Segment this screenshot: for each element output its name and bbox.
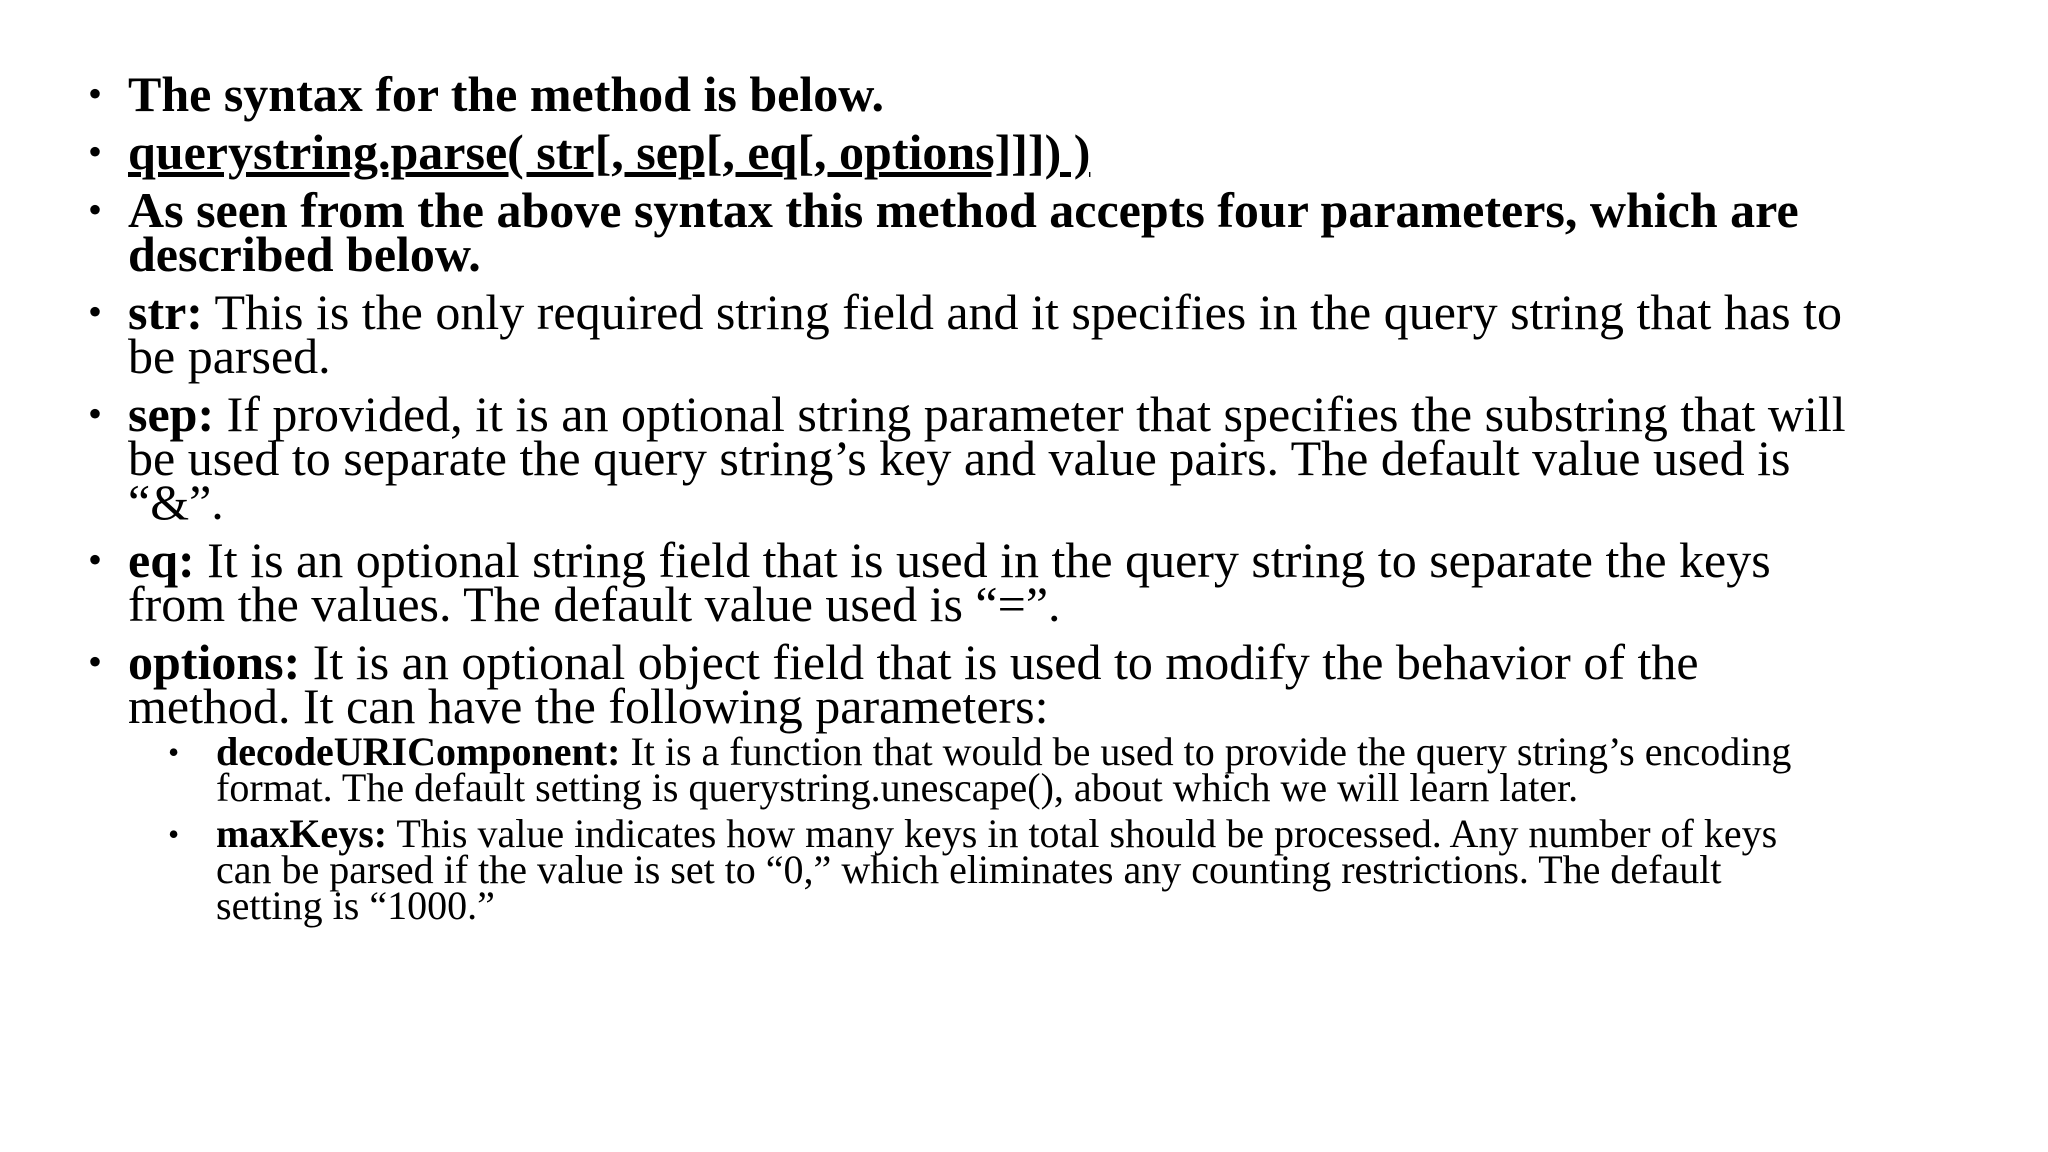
param-name: str: — [128, 284, 203, 340]
option-name: decodeURIComponent: — [216, 729, 621, 774]
bullet-dot-icon: • — [88, 289, 103, 334]
param-name: options: — [128, 634, 301, 690]
param-name: sep: — [128, 386, 215, 442]
param-description: If provided, it is an optional string parameter that specifies the substring that will be used to separate the query string’s key and value pairs. The default value used is “&”. — [128, 386, 1846, 530]
bullet-dot-icon: • — [88, 639, 103, 684]
option-description: This value indicates how many keys in total should be processed. Any number of keys can be parsed if the value is set to “0,” which eliminates any counting restrictions. The default setting is “1000.” — [216, 811, 1778, 928]
bullet-dot-icon: • — [88, 537, 103, 582]
bullet-item — [88, 66, 1848, 122]
bullet-item — [88, 124, 1848, 180]
syntax-code-text: querystring.parse( str[, sep[, eq[, options]]]) ) — [128, 124, 1091, 180]
bullet-dot-icon: • — [88, 71, 103, 116]
sub-bullet-dot-icon: • — [168, 816, 180, 852]
bullet-dot-icon: • — [88, 187, 103, 232]
bullet-item — [88, 284, 1848, 384]
param-description: It is an optional object field that is used to modify the behavior of the method. It can have the following parameters: — [128, 634, 1699, 734]
param-description: This is the only required string field and it specifies in the query string that has to be parsed. — [128, 284, 1842, 384]
param-name: eq: — [128, 532, 195, 588]
sub-bullet-item — [168, 729, 1836, 810]
bullet-bold-text: The syntax for the method is below. — [128, 66, 885, 122]
sub-bullet-item — [168, 811, 1836, 928]
sub-bullet-dot-icon: • — [168, 734, 180, 770]
bullet-list — [88, 66, 1848, 938]
param-description: It is an optional string field that is used in the query string to separate the keys from the values. The default value used is “=”. — [128, 532, 1771, 632]
bullet-item — [88, 532, 1848, 632]
bullet-bold-text: As seen from the above syntax this method accepts four parameters, which are described below. — [128, 182, 1799, 282]
bullet-dot-icon: • — [88, 129, 103, 174]
option-description: It is a function that would be used to provide the query string’s encoding format. The default setting is querystring.unescape(), about which we will learn later. — [216, 729, 1792, 810]
option-name: maxKeys: — [216, 811, 388, 856]
bullet-item — [88, 182, 1848, 282]
bullet-item — [88, 634, 1848, 928]
bullet-dot-icon: • — [88, 391, 103, 436]
sub-bullet-list — [168, 729, 1836, 928]
bullet-item — [88, 386, 1848, 530]
